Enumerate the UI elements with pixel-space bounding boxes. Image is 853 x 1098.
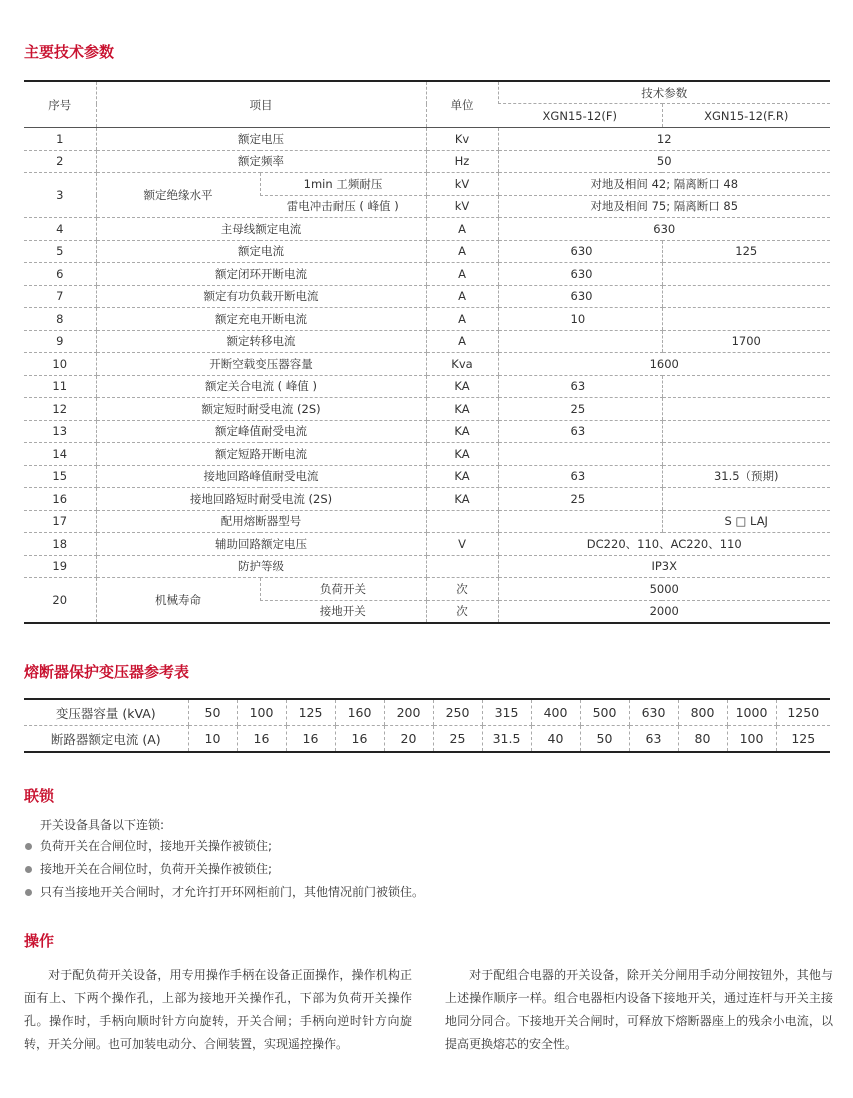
- row-unit: KA: [426, 465, 498, 488]
- row-value: 对地及相间 75; 隔离断口 85: [498, 195, 830, 218]
- table-row: [24, 263, 830, 286]
- row-value-f: 630: [498, 263, 662, 286]
- row-number: 3: [24, 173, 96, 218]
- fuse-cell: 100: [727, 726, 776, 753]
- operation-paragraph-left: [24, 964, 412, 1056]
- row-item: 辅助回路额定电压: [96, 533, 426, 556]
- fuse-row-current: [24, 726, 830, 753]
- row-value-f: 25: [498, 398, 662, 421]
- spec-header-row: [24, 81, 830, 104]
- row-unit: A: [426, 308, 498, 331]
- row-unit: A: [426, 218, 498, 241]
- table-row: [24, 465, 830, 488]
- row-item: 额定短路开断电流: [96, 443, 426, 466]
- operation-paragraph-right: [445, 964, 833, 1056]
- row-item: 额定闭环开断电流: [96, 263, 426, 286]
- operation-text-left: 对于配负荷开关设备，用专用操作手柄在设备正面操作，操作机构正面有上、下两个操作孔，上部为接地开关操作孔，下部为负荷开关操作孔。操作时，手柄向顺时针方向旋转，开关合闸；手柄向逆时针方向旋转，开关分闸。也可加装电动分、合闸装置，实现遥控操作。: [24, 968, 412, 1051]
- row-number: 14: [24, 443, 96, 466]
- row-item: 接地回路峰值耐受电流: [96, 465, 426, 488]
- list-item-text: 只有当接地开关合闸时，才允许打开环网柜前门，其他情况前门被锁住。: [40, 885, 425, 899]
- row-number: 20: [24, 578, 96, 624]
- header-tech: 技术参数: [498, 81, 830, 104]
- fuse-row-label: 断路器额定电流 (A): [50, 731, 161, 747]
- row-item: 额定有功负载开断电流: [96, 285, 426, 308]
- interlock-intro: 开关设备具备以下连锁:: [40, 818, 165, 832]
- row-number: 11: [24, 375, 96, 398]
- row-number: 10: [24, 353, 96, 376]
- row-unit: Hz: [426, 150, 498, 173]
- table-row: [24, 150, 830, 173]
- fuse-cell: 315: [482, 699, 531, 726]
- row-item: 额定电流: [96, 240, 426, 263]
- interlock-list: [22, 835, 424, 904]
- row-group-label: 额定绝缘水平: [96, 173, 260, 218]
- header-model-fr: XGN15-12(F.R): [662, 104, 830, 128]
- row-unit: KA: [426, 488, 498, 511]
- row-number: 1: [24, 128, 96, 151]
- row-unit: KA: [426, 420, 498, 443]
- row-number: 18: [24, 533, 96, 556]
- fuse-cell: 630: [629, 699, 678, 726]
- fuse-cell: 31.5: [482, 726, 531, 753]
- row-number: 13: [24, 420, 96, 443]
- row-value: 12: [498, 128, 830, 151]
- fuse-cell: 16: [237, 726, 286, 753]
- header-no: 序号: [24, 81, 96, 128]
- list-item-text: 负荷开关在合闸位时，接地开关操作被锁住;: [40, 839, 273, 853]
- list-item: [22, 835, 424, 858]
- row-value-fr: [662, 398, 830, 421]
- list-item-text: 接地开关在合闸位时，负荷开关操作被锁住;: [40, 862, 273, 876]
- row-item: 额定峰值耐受电流: [96, 420, 426, 443]
- spec-section-title: 主要技术参数: [24, 43, 115, 61]
- row-number: 5: [24, 240, 96, 263]
- header-unit: 单位: [426, 81, 498, 128]
- row-unit: A: [426, 240, 498, 263]
- row-value-fr: [662, 308, 830, 331]
- row-item: 额定充电开断电流: [96, 308, 426, 331]
- row-sub-label: 1min 工频耐压: [260, 173, 426, 196]
- row-item: 开断空载变压器容量: [96, 353, 426, 376]
- row-unit: 次: [426, 578, 498, 601]
- row-item: 额定转移电流: [96, 330, 426, 353]
- fuse-cell: 125: [286, 699, 335, 726]
- row-value-fr: [662, 420, 830, 443]
- list-item: [22, 858, 424, 881]
- row-number: 16: [24, 488, 96, 511]
- table-row: [24, 443, 830, 466]
- row-unit: KA: [426, 375, 498, 398]
- fuse-cell: 50: [580, 726, 629, 753]
- fuse-cell: 250: [433, 699, 482, 726]
- row-group-label: 机械寿命: [96, 578, 260, 624]
- row-unit: A: [426, 330, 498, 353]
- fuse-row-label: 变压器容量 (kVA): [24, 699, 188, 726]
- table-row: [24, 240, 830, 263]
- spec-table: [24, 80, 830, 624]
- row-value-fr: [662, 488, 830, 511]
- row-value-fr: [662, 375, 830, 398]
- row-item: 额定关合电流 ( 峰值 ): [96, 375, 426, 398]
- row-value: DC220、110、AC220、110: [498, 533, 830, 556]
- list-item: [22, 881, 424, 904]
- row-number: 12: [24, 398, 96, 421]
- row-value-f: 63: [498, 375, 662, 398]
- fuse-cell: 125: [776, 726, 830, 753]
- table-row: [24, 128, 830, 151]
- row-value: IP3X: [498, 555, 830, 578]
- fuse-cell: 1000: [727, 699, 776, 726]
- fuse-row-capacity: [24, 699, 830, 726]
- table-row: [24, 353, 830, 376]
- fuse-cell: 50: [188, 699, 237, 726]
- fuse-cell: 400: [531, 699, 580, 726]
- row-value-fr: S □ LAJ: [662, 510, 830, 533]
- row-value-f: 25: [498, 488, 662, 511]
- row-number: 7: [24, 285, 96, 308]
- fuse-cell: 63: [629, 726, 678, 753]
- row-number: 8: [24, 308, 96, 331]
- row-value: 630: [498, 218, 830, 241]
- row-item: 额定频率: [96, 150, 426, 173]
- fuse-cell: 160: [335, 699, 384, 726]
- table-row: [24, 488, 830, 511]
- row-value-fr: 1700: [662, 330, 830, 353]
- row-value-fr: [662, 285, 830, 308]
- table-row: [24, 285, 830, 308]
- row-value-f: 630: [498, 240, 662, 263]
- bullet-dot-icon: [25, 843, 32, 850]
- fuse-cell: 200: [384, 699, 433, 726]
- table-row: [24, 375, 830, 398]
- row-value: 5000: [498, 578, 830, 601]
- fuse-cell: 25: [433, 726, 482, 753]
- table-row: [24, 533, 830, 556]
- row-value-f: 63: [498, 420, 662, 443]
- header-item: 项目: [96, 81, 426, 128]
- row-unit: kV: [426, 173, 498, 196]
- row-value: 对地及相间 42; 隔离断口 48: [498, 173, 830, 196]
- row-value: 2000: [498, 600, 830, 623]
- row-value: 1600: [498, 353, 830, 376]
- row-item: 额定电压: [96, 128, 426, 151]
- header-model-f: XGN15-12(F): [498, 104, 662, 128]
- table-row: [24, 555, 830, 578]
- row-item: 额定短时耐受电流 (2S): [96, 398, 426, 421]
- fuse-cell: 10: [188, 726, 237, 753]
- row-unit: A: [426, 263, 498, 286]
- fuse-cell: 800: [678, 699, 727, 726]
- row-number: 6: [24, 263, 96, 286]
- row-unit: kV: [426, 195, 498, 218]
- row-value-f: 630: [498, 285, 662, 308]
- fuse-cell: 40: [531, 726, 580, 753]
- table-row: [24, 173, 830, 196]
- row-value-f: 63: [498, 465, 662, 488]
- fuse-cell: 16: [286, 726, 335, 753]
- table-row: [24, 308, 830, 331]
- table-row: [24, 398, 830, 421]
- row-value-f: 10: [498, 308, 662, 331]
- row-unit: 次: [426, 600, 498, 623]
- table-row: [24, 578, 830, 601]
- fuse-section-title: 熔断器保护变压器参考表: [24, 663, 190, 681]
- fuse-cell: 16: [335, 726, 384, 753]
- row-sub-label: 接地开关: [319, 604, 366, 619]
- row-sub-label: 负荷开关: [260, 578, 426, 601]
- fuse-cell: 500: [580, 699, 629, 726]
- row-item: 主母线额定电流: [96, 218, 426, 241]
- row-value-f: [498, 330, 662, 353]
- table-row: [24, 420, 830, 443]
- row-unit: [426, 555, 498, 578]
- table-row: [24, 330, 830, 353]
- bullet-dot-icon: [25, 866, 32, 873]
- table-row: [24, 510, 830, 533]
- row-number: 9: [24, 330, 96, 353]
- row-value-fr: [662, 263, 830, 286]
- row-number: 4: [24, 218, 96, 241]
- row-number: 17: [24, 510, 96, 533]
- operation-section-title: 操作: [24, 932, 55, 950]
- row-value-f: [498, 510, 662, 533]
- table-row: [24, 218, 830, 241]
- row-value-fr: 125: [662, 240, 830, 263]
- row-item: 配用熔断器型号: [96, 510, 426, 533]
- interlock-section-title: 联锁: [24, 787, 55, 805]
- fuse-reference-table: [24, 698, 830, 753]
- row-item: 防护等级: [96, 555, 426, 578]
- row-unit: KA: [426, 443, 498, 466]
- row-unit: KA: [426, 398, 498, 421]
- fuse-cell: 80: [678, 726, 727, 753]
- row-unit: Kva: [426, 353, 498, 376]
- row-number: 2: [24, 150, 96, 173]
- bullet-dot-icon: [25, 889, 32, 896]
- row-unit: A: [426, 285, 498, 308]
- row-unit: V: [426, 533, 498, 556]
- row-item: 接地回路短时耐受电流 (2S): [96, 488, 426, 511]
- row-sub-label: 雷电冲击耐压 ( 峰值 ): [260, 195, 426, 218]
- row-value-fr: 31.5（预期): [662, 465, 830, 488]
- row-number: 15: [24, 465, 96, 488]
- row-value: 50: [498, 150, 830, 173]
- fuse-cell: 1250: [776, 699, 830, 726]
- fuse-cell: 20: [384, 726, 433, 753]
- row-value-f: [498, 443, 662, 466]
- row-unit: Kv: [426, 128, 498, 151]
- row-value-fr: [662, 443, 830, 466]
- row-unit: [426, 510, 498, 533]
- row-number: 19: [24, 555, 96, 578]
- fuse-cell: 100: [237, 699, 286, 726]
- operation-text-right: 对于配组合电器的开关设备，除开关分闸用手动分闸按钮外，其他与上述操作顺序一样。组合电器柜内设备下接地开关，通过连杆与开关主接地同分同合。下接地开关合闸时，可释放下熔断器座上的残余小电流，以提高更换熔芯的安全性。: [445, 968, 833, 1051]
